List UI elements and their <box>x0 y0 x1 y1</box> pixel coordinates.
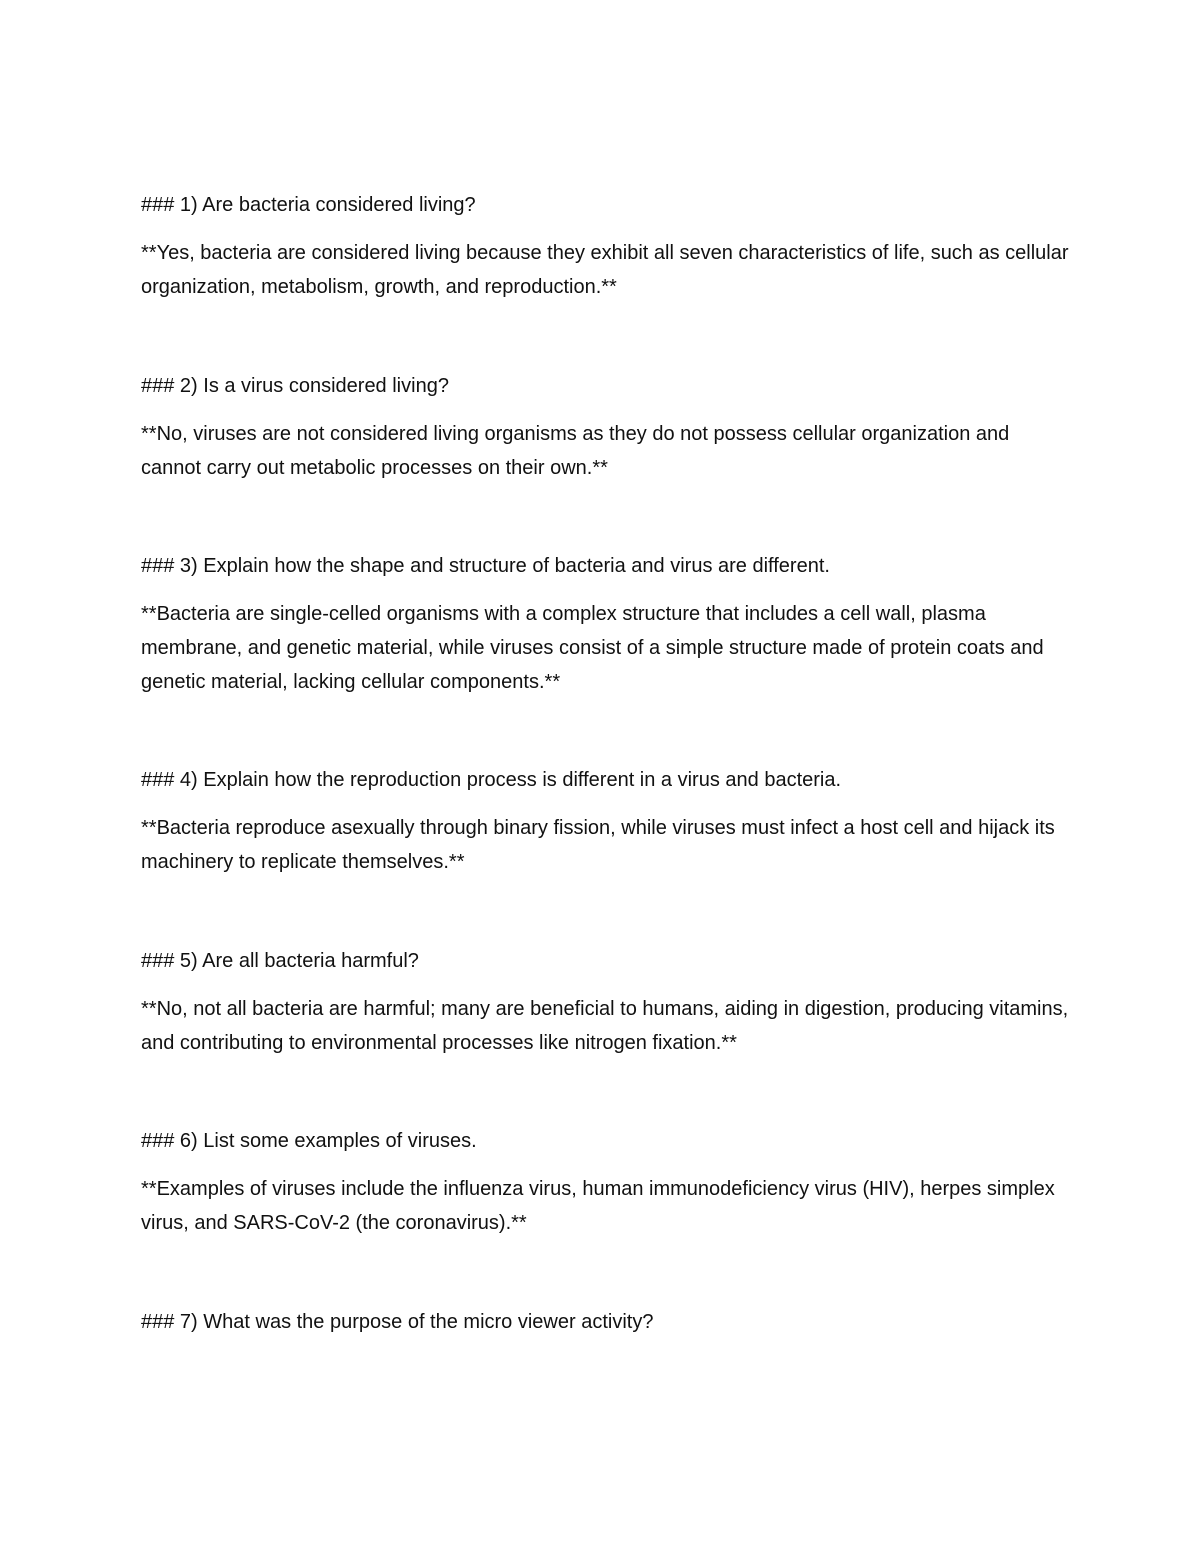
qa-item-7 <box>141 1305 1071 1339</box>
question-7: ### 7) What was the purpose of the micro viewer activity? <box>141 1311 654 1333</box>
answer-4: **Bacteria reproduce asexually through binary fission, while viruses must infect a host cell and hijack its machinery to replicate themselves.** <box>141 817 1055 873</box>
question-3: ### 3) Explain how the shape and structure of bacteria and virus are different. <box>141 555 830 577</box>
qa-item-1 <box>141 188 1071 304</box>
answer-1: **Yes, bacteria are considered living because they exhibit all seven characteristics of life, such as cellular organization, metabolism, growth, and reproduction.** <box>141 242 1069 298</box>
answer-2: **No, viruses are not considered living organisms as they do not possess cellular organization and cannot carry out metabolic processes on their own.** <box>141 423 1010 479</box>
question-4: ### 4) Explain how the reproduction process is different in a virus and bacteria. <box>141 769 842 791</box>
question-1: ### 1) Are bacteria considered living? <box>141 194 476 216</box>
question-5: ### 5) Are all bacteria harmful? <box>141 950 419 972</box>
qa-item-3 <box>141 549 1071 699</box>
qa-item-5 <box>141 944 1071 1060</box>
qa-item-2 <box>141 369 1071 485</box>
qa-item-6 <box>141 1124 1071 1240</box>
answer-5: **No, not all bacteria are harmful; many are beneficial to humans, aiding in digestion, producing vitamins, and contributing to environmental processes like nitrogen fixation.** <box>141 998 1069 1054</box>
question-2: ### 2) Is a virus considered living? <box>141 375 449 397</box>
answer-3: **Bacteria are single-celled organisms with a complex structure that includes a cell wall, plasma membrane, and genetic material, while viruses consist of a simple structure made of protein coats and genetic material, lacking cellular components.** <box>141 603 1044 693</box>
answer-6: **Examples of viruses include the influenza virus, human immunodeficiency virus (HIV), herpes simplex virus, and SARS-CoV-2 (the coronavirus).** <box>141 1178 1055 1234</box>
qa-item-4 <box>141 763 1071 879</box>
question-6: ### 6) List some examples of viruses. <box>141 1130 477 1152</box>
